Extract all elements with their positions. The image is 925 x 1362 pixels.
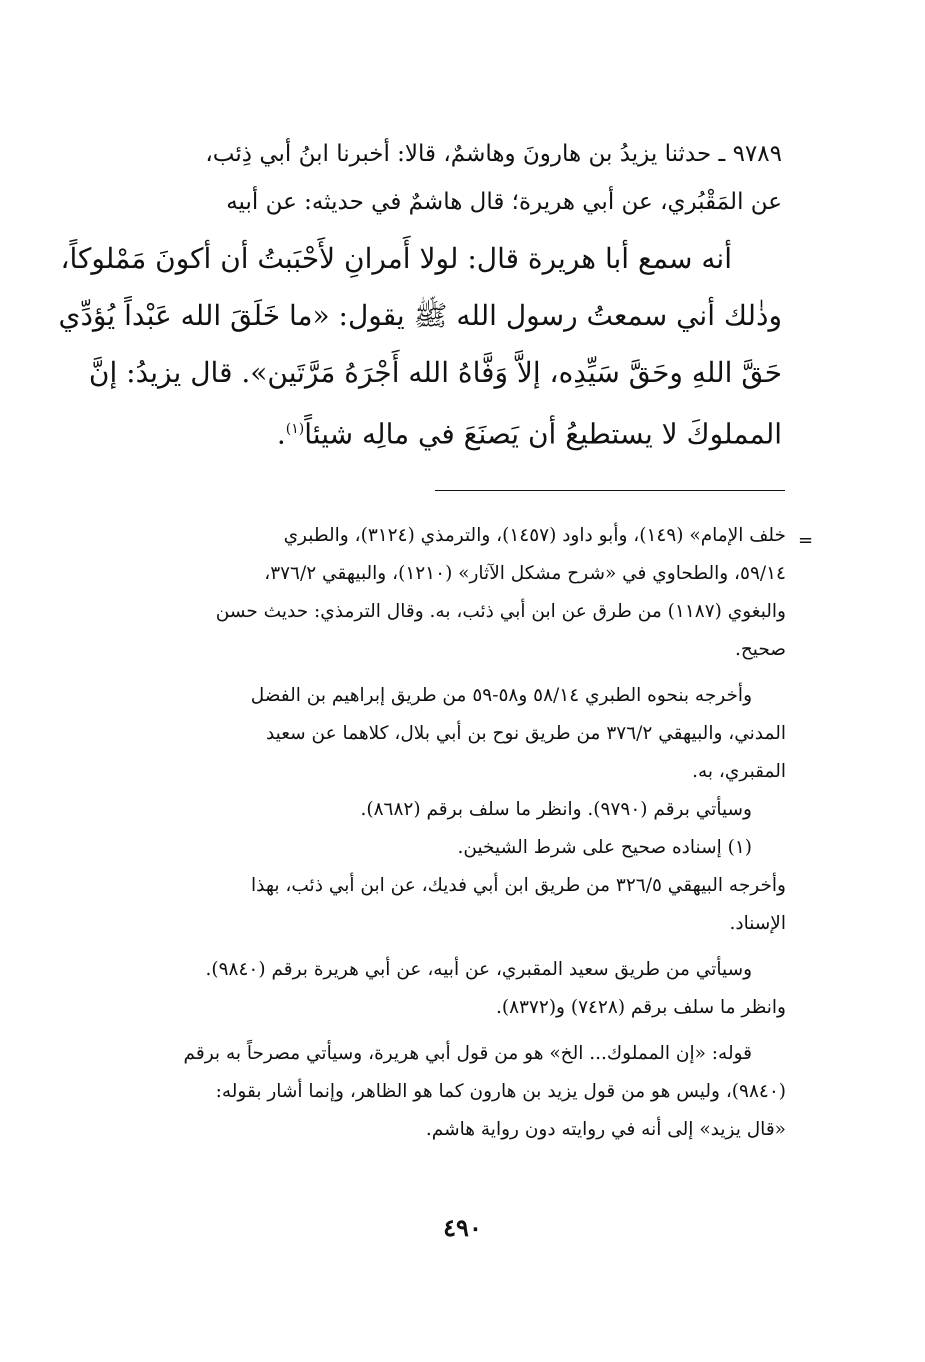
footnote-line: «قال يزيد» إلى أنه في روايته دون رواية هاشم. xyxy=(425,1119,786,1140)
matn-line: وذٰلك أني سمعتُ رسول الله ﷺ يقول: «ما خَلَقَ الله عَبْداً يُؤدِّي xyxy=(58,299,782,332)
footnote-line: ٥٩/١٤، والطحاوي في «شرح مشكل الآثار» (١٢١٠)، والبيهقي ٣٧٦/٢، xyxy=(264,563,786,584)
hadith-isnad xyxy=(70,130,782,226)
matn-line-last xyxy=(70,401,782,458)
continuation-mark: = xyxy=(798,530,814,551)
footnote-heading: (١) إسناده صحيح على شرط الشيخين. xyxy=(457,837,752,858)
matn-line: حَقَّ اللهِ وحَقَّ سَيِّدِه، إلاَّ وَفَّاهُ الله أَجْرَهُ مَرَّتَين». قال يزيدُ: إنَّ xyxy=(88,356,782,389)
hadith-matn xyxy=(58,230,782,458)
footnote-line: والبغوي (١١٨٧) من طرق عن ابن أبي ذئب، به. وقال الترمذي: حديث حسن xyxy=(215,601,786,622)
footnote-line: صحيح. xyxy=(734,639,786,660)
footnote-line: خلف الإمام» (١٤٩)، وأبو داود (١٤٥٧)، والترمذي (٣١٢٤)، والطبري xyxy=(283,525,786,546)
footnote-line: وسيأتي من طريق سعيد المقبري، عن أبيه، عن أبي هريرة برقم (٩٨٤٠). xyxy=(205,959,752,980)
footnote-line: وأخرجه بنحوه الطبري ٥٨/١٤ و٥٨-٥٩ من طريق إبراهيم بن الفضل xyxy=(250,685,752,706)
footnote-line: وسيأتي برقم (٩٧٩٠). وانظر ما سلف برقم (٨٦٨٢). xyxy=(360,799,752,820)
footnote-line: المدني، والبيهقي ٣٧٦/٢ من طريق نوح بن أبي بلال، كلاهما عن سعيد xyxy=(265,723,786,744)
footnote-line: المقبري، به. xyxy=(692,761,786,782)
page-number: ٤٩٠ xyxy=(443,1213,482,1242)
matn-line-end: . xyxy=(276,417,286,451)
footnote-line: الإسناد. xyxy=(729,913,786,934)
footnote-line: وأخرجه البيهقي ٣٢٦/٥ من طريق ابن أبي فديك، عن ابن أبي ذئب، بهذا xyxy=(251,875,786,896)
footnote-separator xyxy=(435,490,785,491)
footnotes xyxy=(78,517,786,1149)
footnote-line: (٩٨٤٠)، وليس هو من قول يزيد بن هارون كما هو الظاهر، وإنما أشار بقوله: xyxy=(215,1081,786,1102)
matn-line-text: المملوكَ لا يستطيعُ أن يَصنَعَ في مالِه شيئاً xyxy=(304,417,782,451)
isnad-line: ٩٧٨٩ ـ حدثنا يزيدُ بن هارونَ وهاشمٌ، قالا: أخبرنا ابنُ أبي ذِئب، xyxy=(205,141,782,167)
footnote-reference: (١) xyxy=(285,421,305,437)
footnote-line: قوله: «إن المملوك... الخ» هو من قول أبي هريرة، وسيأتي مصرحاً به برقم xyxy=(183,1043,752,1064)
isnad-line: عن المَقْبُري، عن أبي هريرة؛ قال هاشمٌ في حديثه: عن أبيه xyxy=(226,189,782,215)
matn-line: أنه سمع أبا هريرة قال: لولا أَمرانِ لأَحْبَبتُ أن أكونَ مَمْلوكاً، xyxy=(60,242,732,275)
footnote-line: وانظر ما سلف برقم (٧٤٢٨) و(٨٣٧٢). xyxy=(495,997,786,1018)
